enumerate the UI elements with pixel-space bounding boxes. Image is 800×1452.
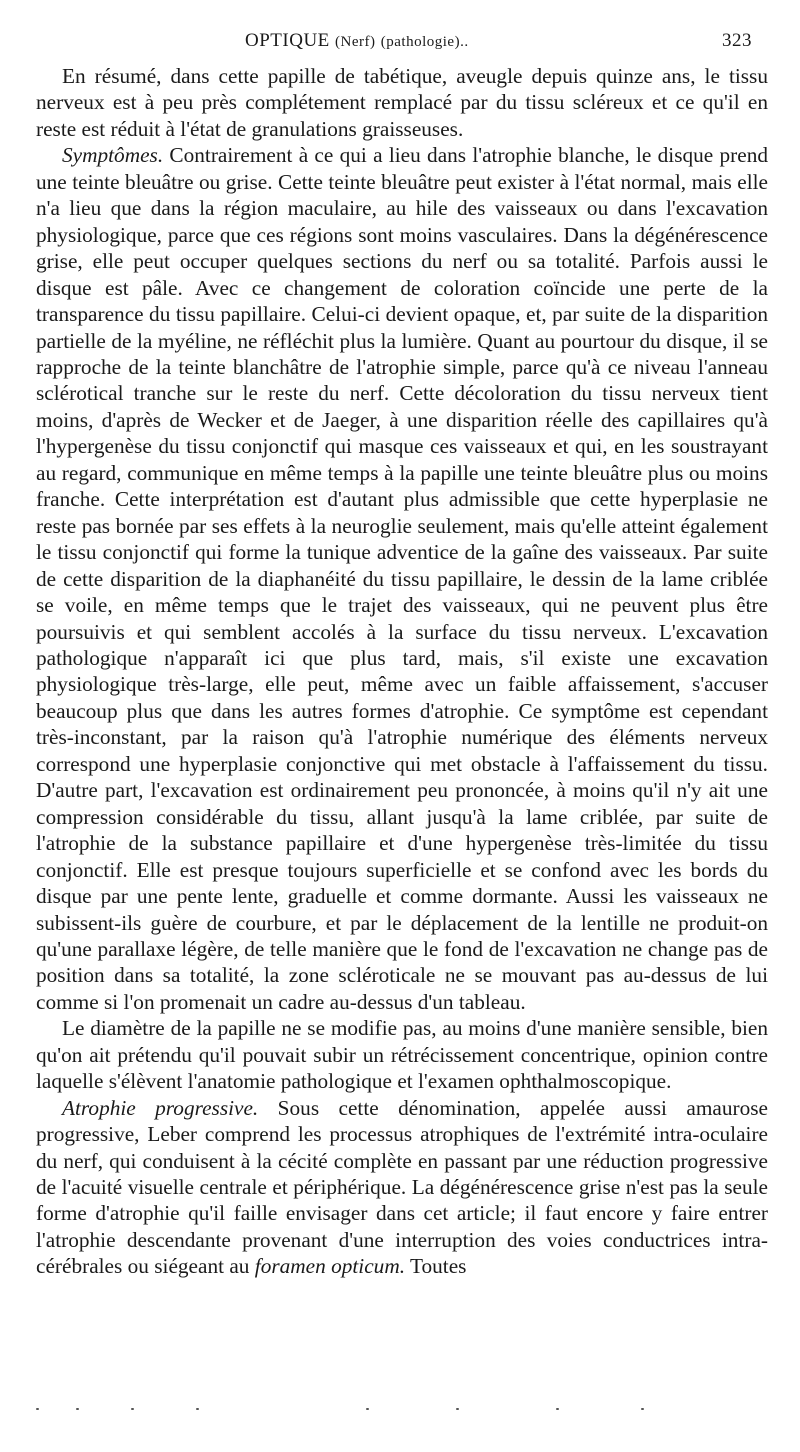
paragraph-resume	[36, 63, 768, 142]
body-text	[36, 63, 768, 1280]
paragraph-text: Sous cette dénomination, appelée aussi amaurose progressive, Leber comprend les processus atrophiques de l'extrémité intra-oculaire du nerf, qui conduisent à la cécité complète en passant par une réduction progressive de l'acuité visuelle centrale et périphérique. La dégénérescence grise n'est pas la seule forme d'atrophie qu'il faille envisager dans cet article; il faut encore y faire entrer l'atrophie descendante provenant d'une interruption des voies conductrices intra-cérébrales ou siégeant au	[36, 1095, 768, 1279]
title-nerf: (Nerf)	[335, 34, 376, 50]
title-pathologie: (pathologie)..	[380, 34, 469, 50]
scan-specks	[36, 1408, 766, 1418]
title-main: OPTIQUE	[245, 30, 330, 51]
italic-term-foramen: foramen opticum.	[254, 1254, 406, 1279]
paragraph-diametre	[36, 1015, 768, 1094]
paragraph-text: En résumé, dans cette papille de tabétique, aveugle depuis quinze ans, le tissu nerveux est à peu près complétement remplacé par du tissu scléreux et ce qu'il en reste est réduit à l'état de granulations graisseuses.	[36, 64, 768, 141]
speck	[556, 1408, 559, 1410]
paragraph-atrophie-progressive	[36, 1095, 768, 1280]
speck	[456, 1408, 459, 1410]
running-header	[60, 30, 760, 56]
paragraph-symptomes	[36, 142, 768, 1015]
speck	[366, 1408, 369, 1410]
speck	[641, 1408, 644, 1410]
section-lead-atrophie-progressive: Atrophie progressive.	[62, 1095, 259, 1120]
section-lead-symptomes: Symptômes.	[62, 143, 164, 168]
speck	[131, 1408, 134, 1410]
running-title	[245, 30, 469, 52]
speck	[196, 1408, 199, 1410]
paragraph-text: Contrairement à ce qui a lieu dans l'atrophie blanche, le disque prend une teinte bleuâtre ou grise. Cette teinte bleuâtre peut exister à l'état normal, mais elle n'a lieu que dans la région maculaire, au hile des vaisseaux ou dans l'excavation physiologique, parce que ces régions sont moins vasculaires. Dans la dégénérescence grise, elle peut occuper quelques sections du nerf ou sa totalité. Parfois aussi le disque est pâle. Avec ce changement de coloration coïncide une perte de la transparence du tissu papillaire. Celui-ci devient opaque, et, par suite de la disparition partielle de la myéline, ne réfléchit plus la lumière. Quant au pourtour du disque, il se rapproche de la teinte blanchâtre de l'atrophie simple, parce qu'à ce niveau l'anneau sclérotical tranche sur le reste du nerf. Cette décoloration du tissu nerveux tient moins, d'après de Wecker et de Jaeger, à une disparition réelle des capillaires qu'à l'hypergenèse du tissu conjonctif qui masque ces vaisseaux et qui, en les soustrayant au regard, communique en même temps à la papille une teinte bleuâtre plus ou moins franche. Cette interprétation est d'autant plus admissible que cette hyperplasie ne reste pas bornée par ses effets à la neuroglie seulement, mais qu'elle atteint également le tissu conjonctif qui forme la tunique adventice de la gaîne des vaisseaux. Par suite de cette disparition de la diaphanéité du tissu papillaire, le dessin de la lame criblée se voile, en même temps que le trajet des vaisseaux, qui ne peuvent plus être poursuivis et qui semblent accolés à la surface du tissu nerveux. L'excavation pathologique n'apparaît ici que plus tard, mais, s'il existe une excavation physiologique très-large, elle peut, même avec un faible affaissement, s'accuser beaucoup plus que dans les autres formes d'atrophie. Ce symptôme est cependant très-inconstant, par la raison qu'à l'atrophie numérique des éléments nerveux correspond une hyperplasie conjonctive qui met obstacle à l'affaissement du tissu. D'autre part, l'excavation est ordinairement peu prononcée, à moins qu'il n'y ait une compression considérable du tissu, allant jusqu'à la lame criblée, par suite de l'atrophie de la substance papillaire et d'une hypergenèse très-limitée du tissu conjonctif. Elle est presque toujours superficielle et se confond avec les bords du disque par une pente lente, graduelle et comme dormante. Aussi les vaisseaux ne subissent-ils guère de courbure, et par le déplacement de la lentille ne produit-on qu'une parallaxe légère, de telle manière que le fond de l'excavation ne change pas de position dans sa totalité, la zone scléroticale ne se mouvant pas au-dessus de lui comme si l'on promenait un cadre au-dessus d'un tableau.	[36, 143, 768, 1014]
paragraph-tail: Toutes	[405, 1254, 467, 1279]
paragraph-text: Le diamètre de la papille ne se modifie pas, au moins d'une manière sensible, bien qu'on ait prétendu qu'il pouvait subir un rétrécissement concentrique, opinion contre laquelle s'élèvent l'anatomie pathologique et l'examen ophthalmoscopique.	[36, 1016, 768, 1094]
page-number: 323	[722, 30, 752, 51]
speck	[36, 1408, 39, 1410]
speck	[76, 1408, 79, 1410]
